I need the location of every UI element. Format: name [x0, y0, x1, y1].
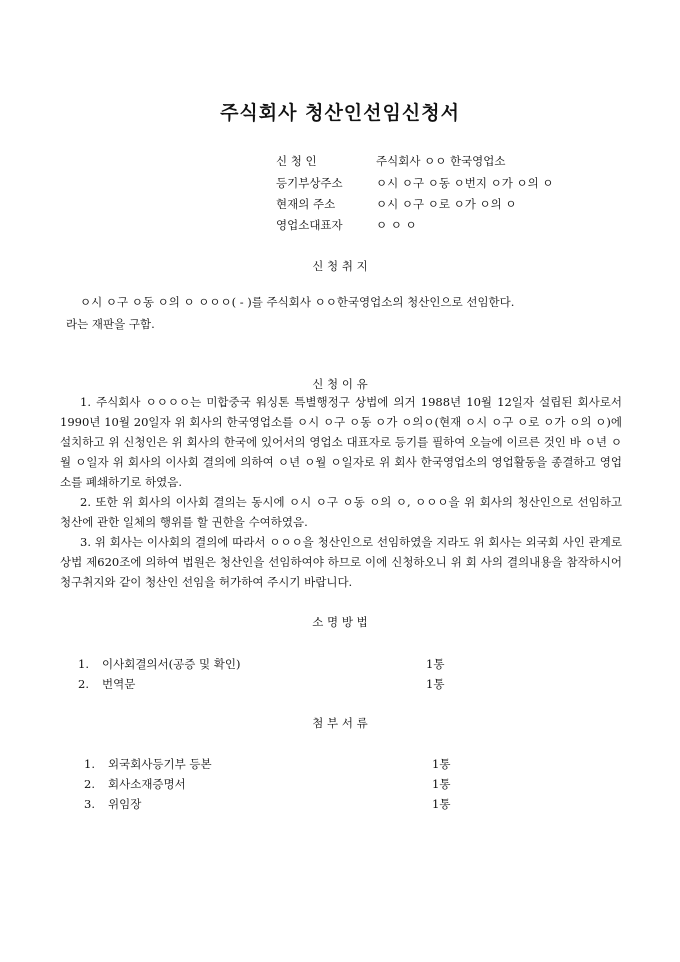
representative-label: 영업소대표자	[276, 218, 343, 232]
representative-row	[276, 217, 417, 233]
attachment-item-quantity: 1통	[432, 777, 451, 791]
applicant-row	[276, 153, 506, 169]
attachment-item-number: 2.	[84, 777, 95, 791]
document-title: 주식회사 청산인선임신청서	[220, 102, 460, 124]
evidence-item-number: 1.	[78, 657, 89, 671]
registered-address-value: ㅇ시 ㅇ구 ㅇ동 ㅇ번지 ㅇ가 ㅇ의 ㅇ	[376, 176, 554, 190]
purpose-line-1: ㅇ시 ㅇ구 ㅇ동 ㅇ의 ㅇ ㅇㅇㅇ( - )를 주식회사 ㅇㅇ한국영업소의 청산인으로 선임한다.	[80, 295, 515, 309]
applicant-label: 신 청 인	[276, 154, 317, 168]
attachment-item	[84, 756, 212, 772]
attachment-item-number: 1.	[84, 757, 95, 771]
representative-value: ㅇ ㅇ ㅇ	[376, 218, 417, 232]
reason-heading: 신 청 이 유	[312, 377, 368, 391]
attachment-item-number: 3.	[84, 797, 95, 811]
purpose-line-2: 라는 재판을 구함.	[66, 317, 155, 331]
purpose-heading: 신 청 취 지	[312, 259, 368, 273]
evidence-item-quantity: 1통	[426, 677, 445, 691]
attachment-item-quantity: 1통	[432, 757, 451, 771]
attachment-item	[84, 796, 141, 812]
purpose-body	[60, 292, 622, 334]
reason-paragraph-1: 1. 주식회사 ㅇㅇㅇㅇ는 미합중국 워싱톤 특별행정구 상법에 의거 1988년 10월 12일자 설립된 회사로서 1990년 10월 20일자 위 회사의 한국영업소를 ㅇ시 ㅇ구 ㅇ동 ㅇ가 ㅇ의ㅇ(현재 ㅇ시 ㅇ구 ㅇ로 ㅇ가 ㅇ의 ㅇ)에 설치하고 위 신청인은 위 회사의 한국에 있어서의 영업소 대표자로 등기를 필하여 오늘에 이르른 것인 바 ㅇ년 ㅇ월 ㅇ일자 위 회사의 이사회 결의에 의하여 ㅇ년 ㅇ월 ㅇ일자로 위 회사 한국영업소의 영업활동을 종결하고 영업소를 폐쇄하기로 하였음.	[60, 395, 622, 489]
evidence-item	[78, 656, 240, 672]
attachment-item-quantity: 1통	[432, 797, 451, 811]
registered-address-label: 등기부상주소	[276, 176, 343, 190]
attachment-item-name: 외국회사등기부 등본	[108, 757, 212, 771]
attachment-item	[84, 776, 186, 792]
reason-paragraph-2: 2. 또한 위 회사의 이사회 결의는 동시에 ㅇ시 ㅇ구 ㅇ동 ㅇ의 ㅇ, ㅇㅇㅇ을 위 회사의 청산인으로 선임하고 청산에 관한 일체의 행위를 할 권한을 수여하였음.	[60, 495, 622, 529]
reason-body	[60, 392, 622, 592]
evidence-item-name: 번역문	[102, 677, 136, 691]
evidence-item-quantity: 1통	[426, 657, 445, 671]
evidence-heading: 소 명 방 법	[312, 615, 368, 629]
current-address-row	[276, 196, 516, 212]
current-address-value: ㅇ시 ㅇ구 ㅇ로 ㅇ가 ㅇ의 ㅇ	[376, 197, 517, 211]
attachment-item-name: 위임장	[108, 797, 142, 811]
evidence-item-name: 이사회결의서(공증 및 확인)	[102, 657, 241, 671]
registered-address-row	[276, 175, 553, 191]
evidence-item-number: 2.	[78, 677, 89, 691]
evidence-item	[78, 676, 135, 692]
attachment-item-name: 회사소재증명서	[108, 777, 186, 791]
reason-paragraph-3: 3. 위 회사는 이사회의 결의에 따라서 ㅇㅇㅇ을 청산인으로 선임하였을 지라도 위 회사는 외국회 사인 관계로 상법 제620조에 의하여 법원은 청산인을 선임하여야 하므로 이에 신청하오니 위 회 사의 결의내용을 참작하시어 청구취지와 같이 청산인 선임을 허가하여 주시기 바랍니다.	[60, 535, 622, 589]
current-address-label: 현재의 주소	[276, 197, 336, 211]
applicant-value: 주식회사 ㅇㅇ 한국영업소	[376, 154, 506, 168]
attachments-heading: 첨 부 서 류	[312, 716, 368, 730]
